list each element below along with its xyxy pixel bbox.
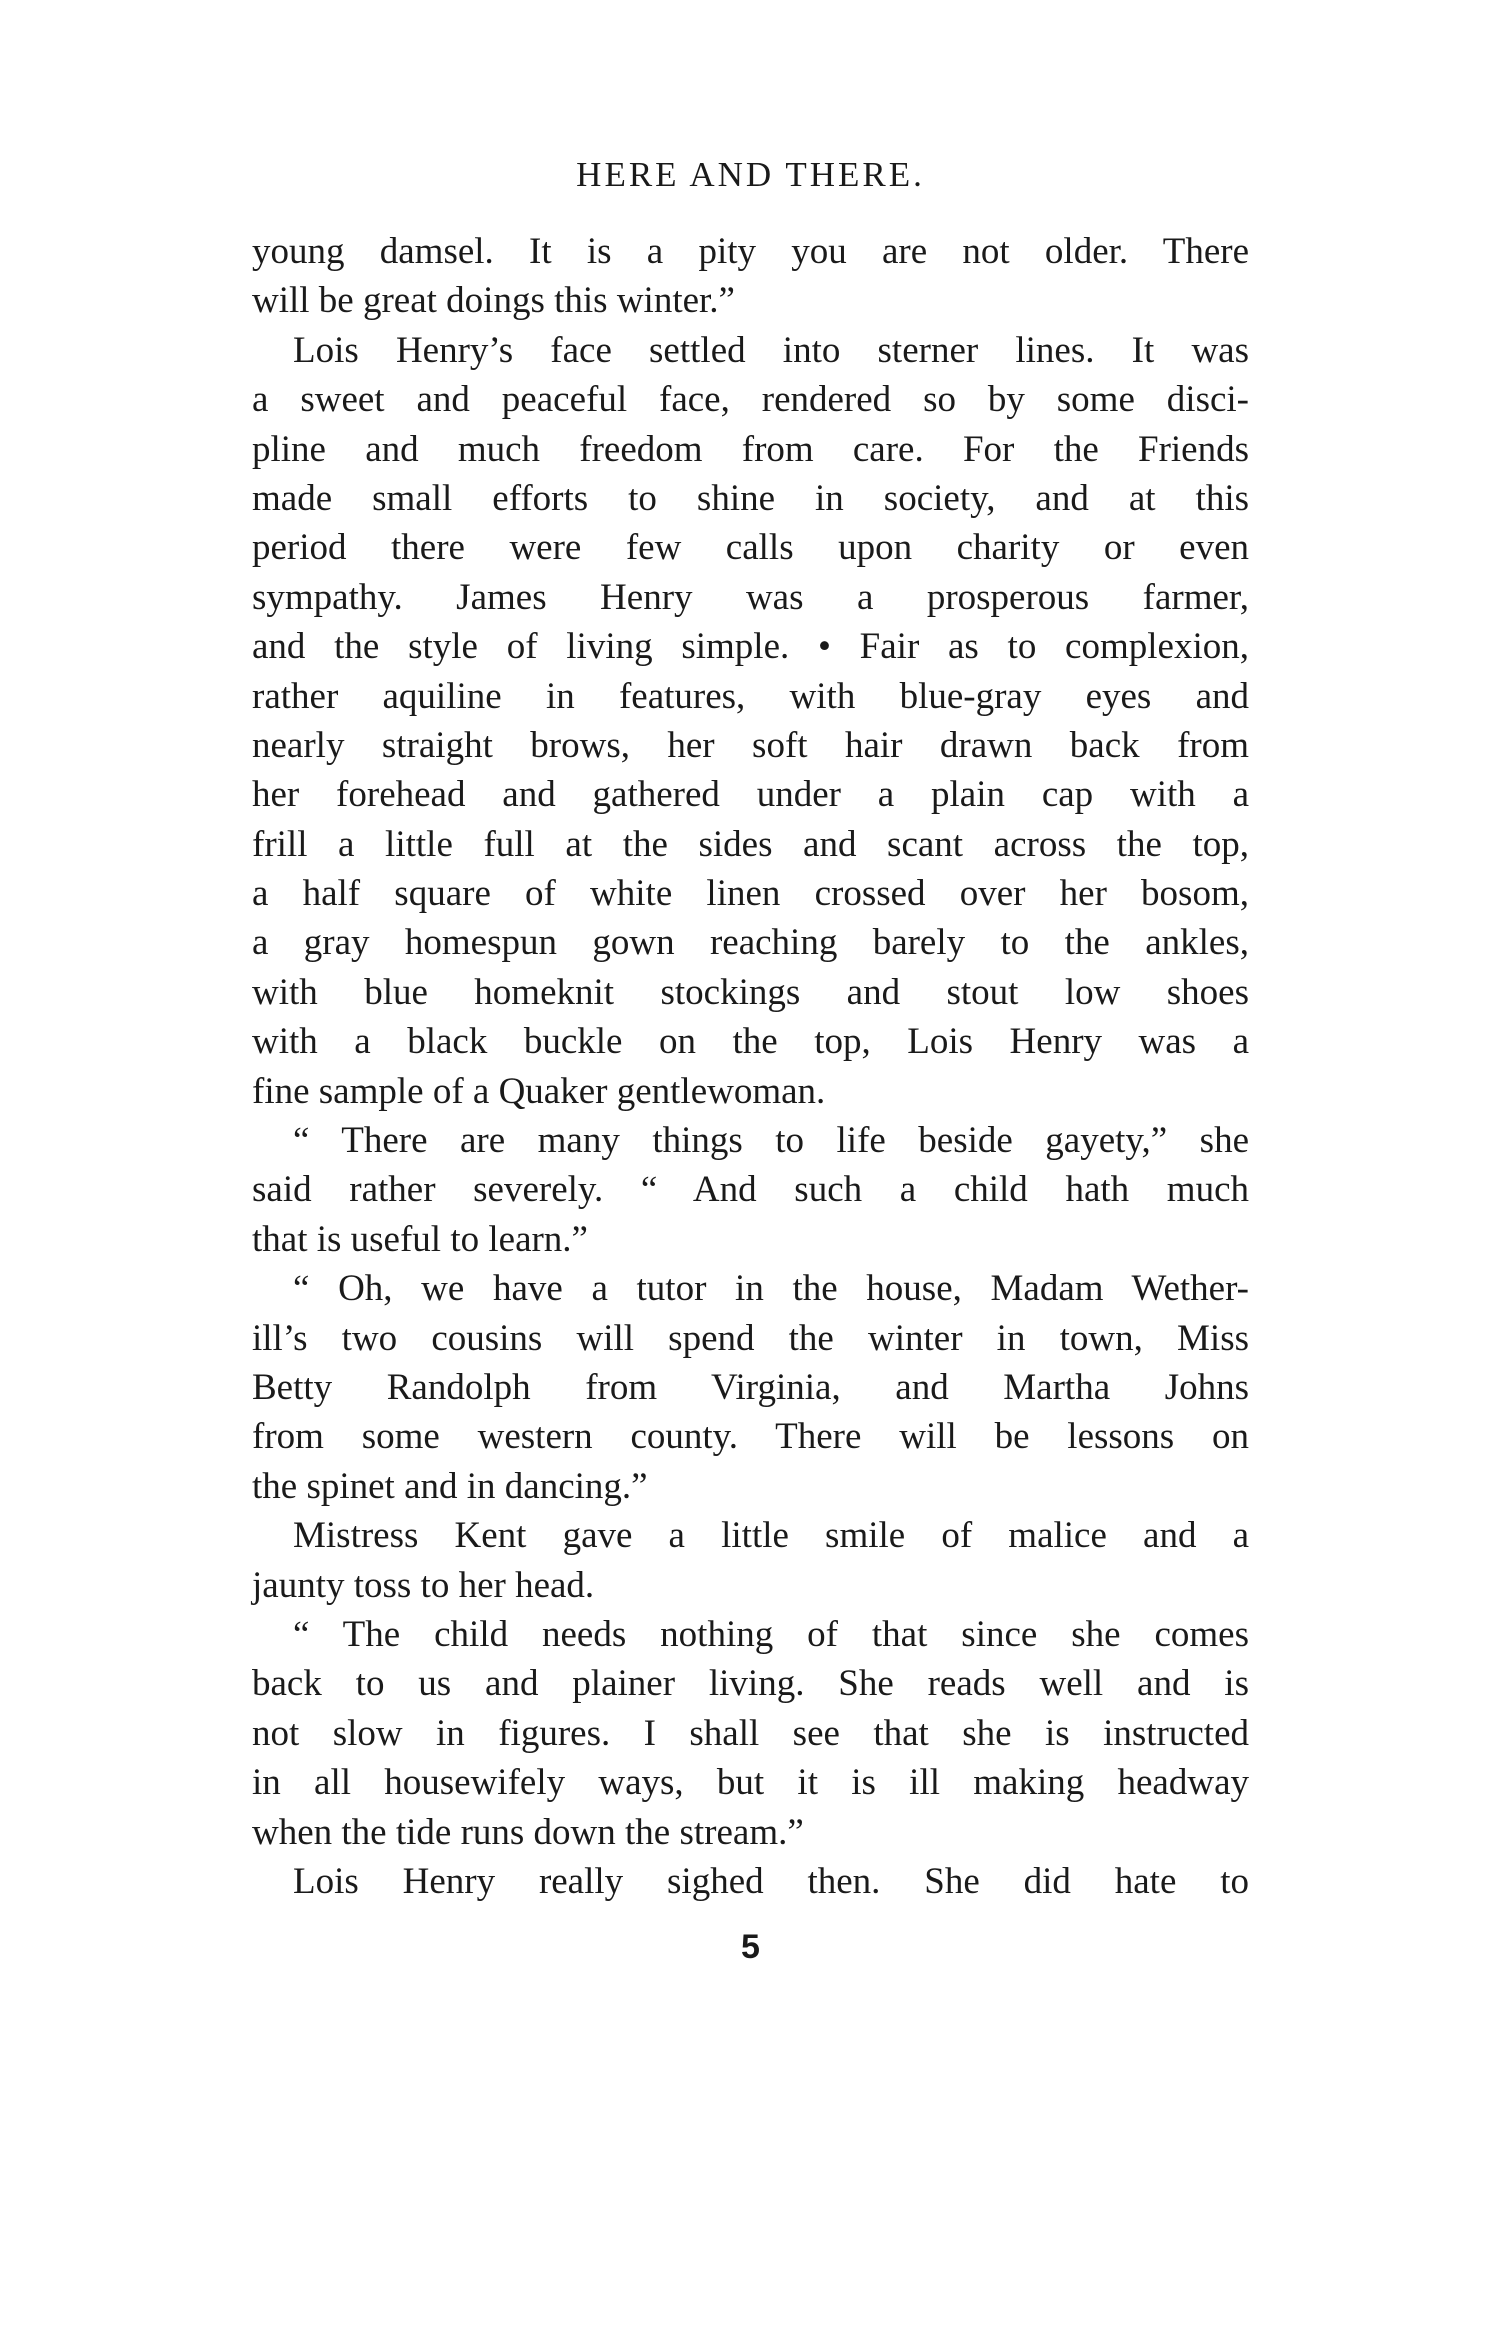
running-head: HERE AND THERE. [576, 155, 925, 194]
text-line: that is useful to learn.” [252, 1218, 588, 1260]
paragraph [252, 227, 1249, 326]
text-line: her forehead and gathered under a plain cap with a [252, 774, 1249, 816]
text-line: made small efforts to shine in society, and at this [252, 477, 1249, 519]
text-line: Betty Randolph from Virginia, and Martha Johns [252, 1366, 1249, 1408]
text-line: from some western county. There will be lessons on [252, 1416, 1249, 1458]
text-line: young damsel. It is a pity you are not older. There [252, 231, 1249, 272]
text-line: with a black buckle on the top, Lois Henry was a [252, 1021, 1249, 1063]
paragraph [252, 1511, 1249, 1610]
paragraph [252, 1116, 1249, 1264]
text-line: nearly straight brows, her soft hair drawn back from [252, 724, 1249, 766]
text-line: rather aquiline in features, with blue-gray eyes and [252, 675, 1249, 717]
text-line: “ The child needs nothing of that since she comes [293, 1613, 1249, 1655]
text-line: Lois Henry’s face settled into sterner lines. It was [293, 329, 1249, 371]
paragraph [252, 326, 1249, 1116]
text-line: with blue homeknit stockings and stout low shoes [252, 971, 1249, 1013]
page-number: 5 [741, 1928, 760, 1966]
text-line: the spinet and in dancing.” [252, 1465, 648, 1507]
text-line: in all housewifely ways, but it is ill making headway [252, 1762, 1249, 1804]
text-line: a sweet and peaceful face, rendered so by some disci- [252, 379, 1249, 421]
text-line: said rather severely. “ And such a child hath much [252, 1169, 1249, 1211]
text-line: Lois Henry really sighed then. She did hate to [293, 1860, 1249, 1902]
text-line: “ Oh, we have a tutor in the house, Madam Wether- [293, 1268, 1249, 1310]
text-line: pline and much freedom from care. For the Friends [252, 428, 1249, 470]
text-line: back to us and plainer living. She reads well and is [252, 1663, 1249, 1705]
text-line: Mistress Kent gave a little smile of malice and a [293, 1515, 1249, 1557]
text-line: when the tide runs down the stream.” [252, 1811, 804, 1853]
paragraph [252, 1610, 1249, 1857]
text-line: period there were few calls upon charity or even [252, 527, 1249, 569]
paragraph [252, 1857, 1249, 1906]
text-line: fine sample of a Quaker gentlewoman. [252, 1070, 826, 1112]
body-text [252, 227, 1249, 1906]
text-line: “ There are many things to life beside gayety,” she [293, 1120, 1249, 1162]
text-line: ill’s two cousins will spend the winter in town, Miss [252, 1317, 1249, 1359]
text-line: and the style of living simple. • Fair as to complexion, [252, 626, 1249, 668]
text-line: will be great doings this winter.” [252, 280, 735, 322]
paragraph [252, 1264, 1249, 1511]
text-line: sympathy. James Henry was a prosperous farmer, [252, 576, 1249, 618]
text-line: a gray homespun gown reaching barely to the ankles, [252, 922, 1249, 964]
text-line: jaunty toss to her head. [252, 1564, 595, 1606]
text-line: frill a little full at the sides and scant across the top, [252, 823, 1249, 865]
text-line: a half square of white linen crossed over her bosom, [252, 873, 1249, 915]
text-line: not slow in figures. I shall see that she is instructed [252, 1712, 1249, 1754]
